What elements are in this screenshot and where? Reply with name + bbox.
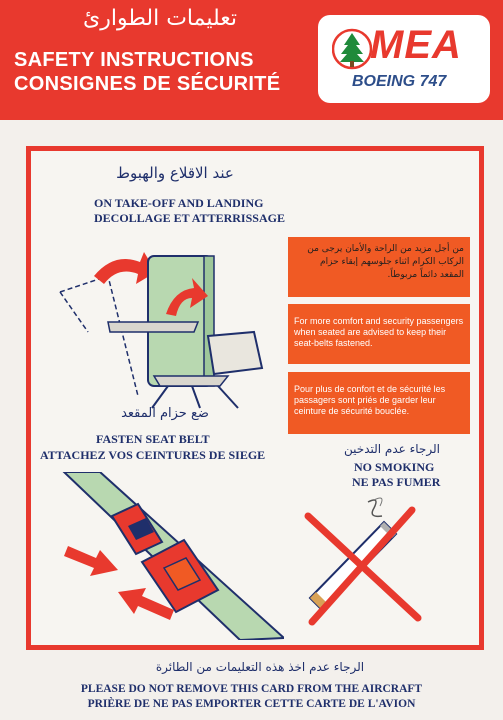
takeoff-heading-french: DECOLLAGE ET ATTERRISSAGE [94, 211, 285, 225]
seatbelt-label-arabic: ضع حزام المقعد [121, 406, 209, 421]
footer-english: PLEASE DO NOT REMOVE THIS CARD FROM THE AIRCRAFT [80, 683, 423, 695]
title-arabic: تعليمات الطوارئ [83, 6, 237, 31]
note-french: Pour plus de confort et de sécurité les passagers sont priés de garder leur ceinture de sécurité bouclée. [288, 372, 470, 434]
note-arabic: من أجل مزيد من الراحة والأمان يرجى من الركاب الكرام اثناء جلوسهم إبقاء حزام المقعد دائماً مربوطاً. [288, 237, 470, 297]
cedar-icon [332, 27, 372, 71]
logo-text: MEA [370, 23, 462, 67]
footer-arabic: الرجاء عدم اخذ هذه التعليمات من الطائرة [155, 660, 365, 674]
seatbelt-illustration [34, 472, 284, 640]
smoking-label-french: NE PAS FUMER [352, 475, 441, 489]
title-french: CONSIGNES DE SÉCURITÉ [14, 73, 281, 95]
mea-logo [318, 15, 490, 103]
seat-upright-illustration [48, 236, 298, 416]
footer-french: PRIÈRE DE NE PAS EMPORTER CETTE CARTE DE L'AVION [87, 698, 416, 710]
title-english: SAFETY INSTRUCTIONS [14, 49, 254, 71]
note-english: For more comfort and security passengers when seated are advised to keep their seat-belts fastened. [288, 304, 470, 364]
title-block [14, 48, 280, 96]
smoking-label-arabic: الرجاء عدم التدخين [344, 442, 440, 456]
smoking-label-english: NO SMOKING [354, 460, 435, 474]
takeoff-heading-english: ON TAKE-OFF AND LANDING [94, 196, 264, 210]
seatbelt-label-french: ATTACHEZ VOS CEINTURES DE SIEGE [40, 448, 266, 462]
header-band [0, 0, 503, 120]
seatbelt-label-english: FASTEN SEAT BELT [96, 432, 210, 446]
no-smoking-icon [302, 496, 426, 626]
aircraft-label: BOEING 747 [352, 73, 447, 90]
takeoff-heading-arabic: عند الاقلاع والهبوط [116, 164, 234, 182]
